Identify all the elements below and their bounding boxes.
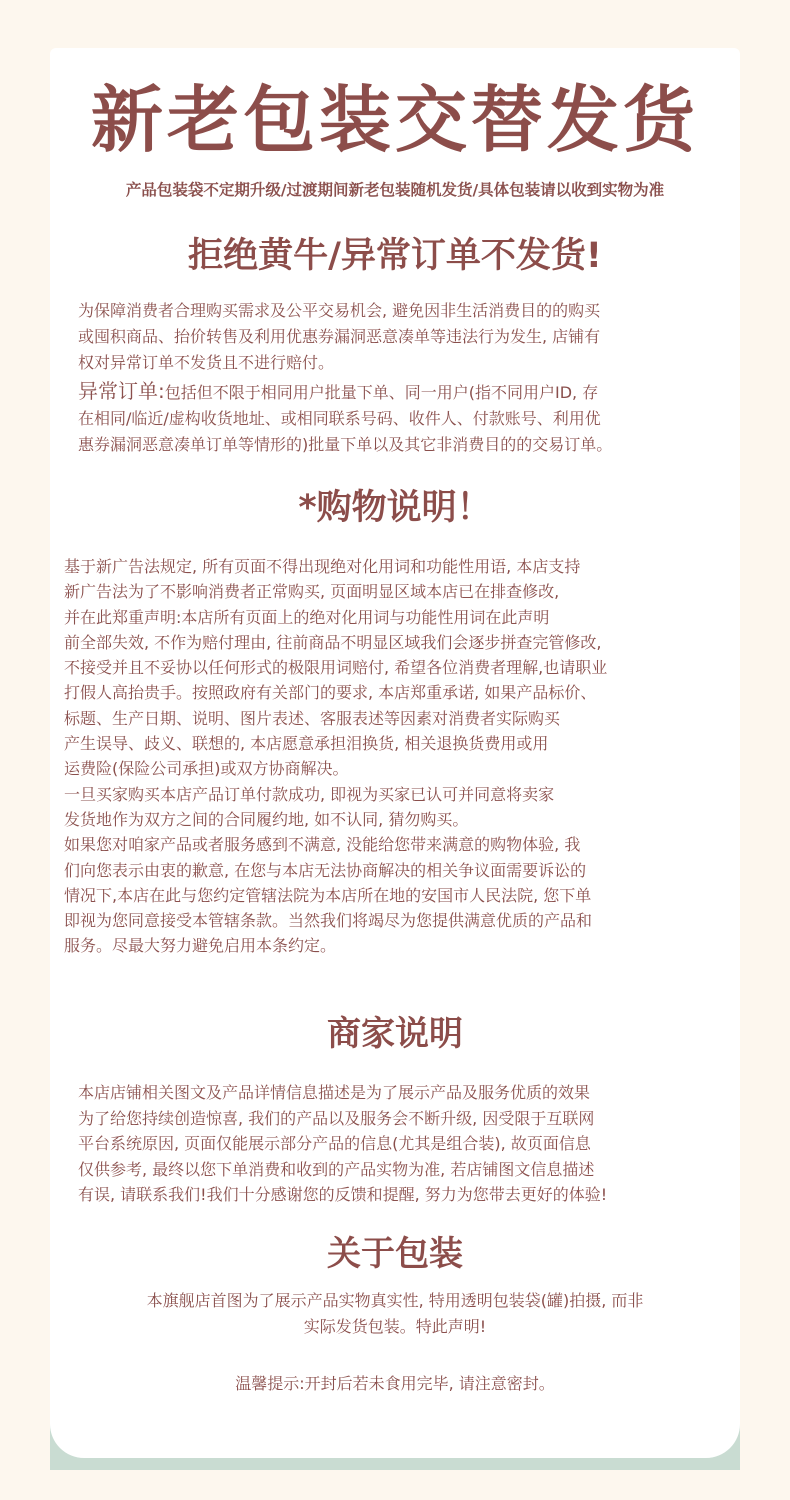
text-line: 如果您对咱家产品或者服务感到不满意, 没能给您带来满意的购物体验, 我 <box>64 835 581 855</box>
notice-card <box>50 48 740 1458</box>
text-line: 即视为您同意接受本管辖条款。当然我们将竭尽为您提供满意优质的产品和 <box>64 911 593 931</box>
text-line: 标题、生产日期、说明、图片表述、客服表述等因素对消费者实际购买 <box>64 708 561 728</box>
text-line: 们向您表示由衷的歉意, 在您与本店无法协商解决的相关争议面需要诉讼的 <box>64 860 587 880</box>
section-title-merchant-notes: 商家说明 <box>327 1014 463 1054</box>
reseal-tip: 温馨提示:开封后若未食用完毕, 请注意密封。 <box>235 1374 555 1393</box>
text-line: 权对异常订单不发货且不进行赔付。 <box>78 353 335 372</box>
text-line: 在相同/临近/虚构收货地址、或相同联系号码、收件人、付款账号、利用优 <box>78 409 601 428</box>
text-line: 仅供参考, 最终以您下单消费和收到的产品实物为准, 若店铺图文信息描述 <box>78 1159 595 1179</box>
section-title-shopping-notes: *购物说明！ <box>298 488 492 528</box>
main-title: 新老包装交替发货 <box>90 78 699 162</box>
text-line <box>78 378 718 406</box>
text-line: 本旗舰店首图为了展示产品实物真实性, 特用透明包装袋(罐)拍摄, 而非 <box>146 1291 644 1310</box>
text-line: 新广告法为了不影响消费者正常购买, 页面明显区域本店已在排查修改, <box>64 582 560 602</box>
text-line: 打假人高抬贵手。按照政府有关部门的要求, 本店郑重承诺, 如果产品标价、 <box>64 683 597 703</box>
text-line: 产生误导、歧义、联想的, 本店愿意承担泪换货, 相关退换货费用或用 <box>64 734 549 754</box>
text-line: 有误, 请联系我们!我们十分感谢您的反馈和提醒, 努力为您带去更好的体验! <box>78 1185 608 1204</box>
text-line: 一旦买家购买本店产品订单付款成功, 即视为买家已认可并同意将卖家 <box>64 784 555 804</box>
text-fragment: 包括但不限于相同用户批量下单、同一用户(指不同用户ID, 存 <box>164 383 599 402</box>
text-line: 为保障消费者合理购买需求及公平交易机会, 避免因非生活消费目的的购买 <box>78 301 601 320</box>
text-line: 服务。尽最大努力避免启用本条约定。 <box>64 936 337 956</box>
text-line: 本店店铺相关图文及产品详情信息描述是为了展示产品及服务优质的效果 <box>78 1083 591 1102</box>
text-line: 情况下,本店在此与您约定管辖法院为本店所在地的安国市人民法院, 您下单 <box>64 885 592 905</box>
packaging-paragraph <box>50 1288 740 1340</box>
text-line: 发货地作为双方之间的合同履约地, 如不认同, 猜勿购买。 <box>64 809 469 829</box>
anti-scalper-paragraph <box>78 298 718 376</box>
text-line: 运费险(保险公司承担)或双方协商解决。 <box>64 759 349 779</box>
merchant-notes-paragraph <box>78 1080 718 1208</box>
section-title-anti-scalper: 拒绝黄牛/异常订单不发货! <box>188 236 602 276</box>
text-line: 为了给您持续创造惊喜, 我们的产品以及服务会不断升级, 因受限于互联网 <box>78 1108 595 1128</box>
text-line: 实际发货包装。特此声明! <box>303 1317 487 1336</box>
text-line: 惠券漏洞恶意凑单订单等情形的)批量下单以及其它非消费目的的交易订单。 <box>78 435 613 454</box>
section-title-packaging: 关于包装 <box>327 1234 463 1274</box>
text-line: 或囤积商品、抬价转售及利用优惠券漏洞恶意凑单等违法行为发生, 店铺有 <box>78 327 601 346</box>
text-line: 平台系统原因, 页面仅能展示部分产品的信息(尤其是组合装), 故页面信息 <box>78 1134 591 1153</box>
abnormal-order-paragraph <box>78 378 718 458</box>
text-line: 并在此郑重声明:本店所有页面上的绝对化用词与功能性用词在此声明 <box>64 607 550 627</box>
subtitle: 产品包装袋不定期升级/过渡期间新老包装随机发货/具体包装请以收到实物为准 <box>125 181 665 199</box>
abnormal-order-label: 异常订单: <box>78 379 165 403</box>
text-line: 前全部失效, 不作为赔付理由, 往前商品不明显区域我们会逐步拼查完管修改, <box>64 632 602 652</box>
text-line: 基于新广告法规定, 所有页面不得出现绝对化用词和功能性用语, 本店支持 <box>64 557 581 576</box>
shopping-notes-paragraph <box>64 554 724 959</box>
text-line: 不接受并且不妥协以任何形式的极限用词赔付, 希望各位消费者理解,也请职业 <box>64 658 608 678</box>
